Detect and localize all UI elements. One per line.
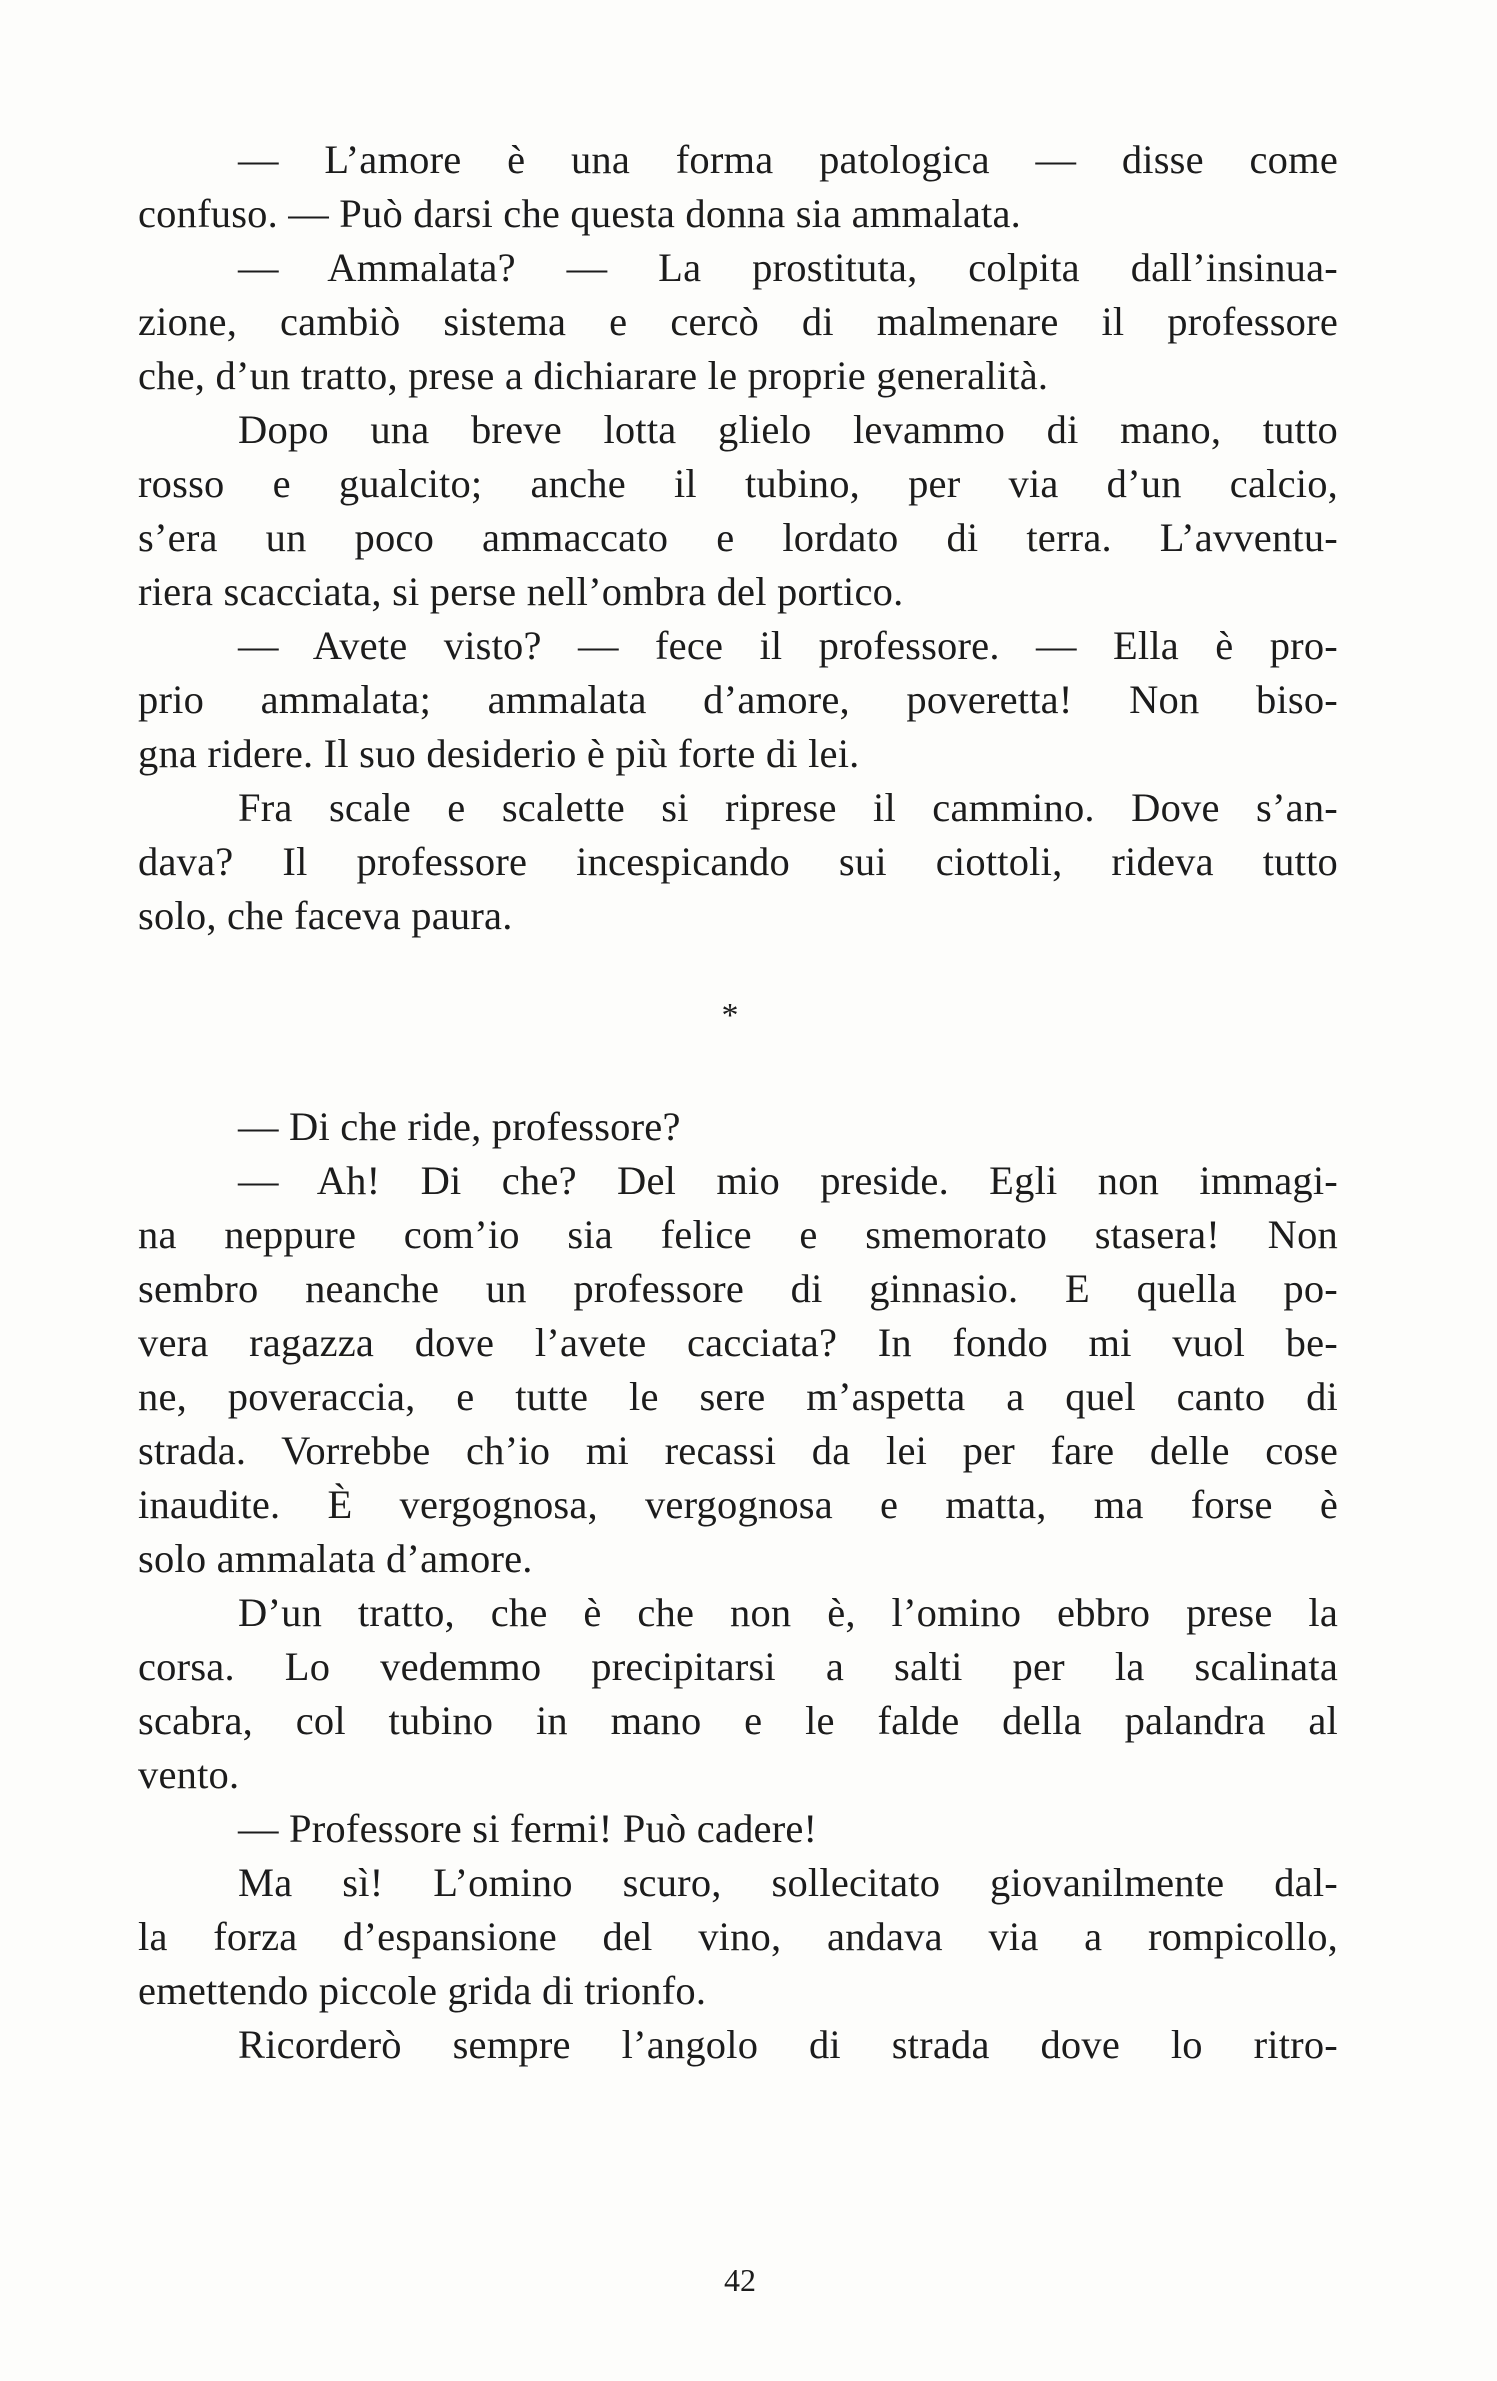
page-number: 42	[724, 2262, 756, 2298]
text-line: emettendo piccole grida di trionfo.	[138, 1968, 707, 2013]
paragraph	[138, 1100, 1338, 1154]
text-line: vera ragazza dove l’avete cacciata? In fondo mi vuol be-	[138, 1320, 1338, 1365]
text-line: zione, cambiò sistema e cercò di malmenare il professore	[138, 299, 1338, 344]
text-line: strada. Vorrebbe ch’io mi recassi da lei per fare delle cose	[138, 1428, 1338, 1473]
paragraph	[138, 403, 1338, 619]
text-line: Ricorderò sempre l’angolo di strada dove lo ritro-	[238, 2022, 1338, 2067]
text-line: Ma sì! L’omino scuro, sollecitato giovanilmente dal-	[238, 1860, 1338, 1905]
text-line: — Di che ride, professore?	[238, 1104, 681, 1149]
text-line: — Avete visto? — fece il professore. — Ella è pro-	[238, 623, 1338, 668]
text-line: confuso. — Può darsi che questa donna sia ammalata.	[138, 191, 1021, 236]
text-line: Dopo una breve lotta glielo levammo di mano, tutto	[238, 407, 1338, 452]
paragraph	[138, 1802, 1338, 1856]
paragraph	[138, 241, 1338, 403]
text-line: sembro neanche un professore di ginnasio. E quella po-	[138, 1266, 1338, 1311]
paragraph	[138, 781, 1338, 943]
paragraph	[138, 619, 1338, 781]
paragraph	[138, 1586, 1338, 1802]
text-line: gna ridere. Il suo desiderio è più forte di lei.	[138, 731, 860, 776]
text-block-top	[138, 133, 1338, 943]
text-line: la forza d’espansione del vino, andava via a rompicollo,	[138, 1914, 1338, 1959]
text-line: inaudite. È vergognosa, vergognosa e matta, ma forse è	[138, 1482, 1338, 1527]
text-line: scabra, col tubino in mano e le falde della palandra al	[138, 1698, 1338, 1743]
paragraph	[138, 2018, 1338, 2072]
text-block-bottom	[138, 1100, 1338, 2072]
text-line: — Professore si fermi! Può cadere!	[238, 1806, 818, 1851]
section-separator: *	[721, 997, 739, 1034]
text-line: Fra scale e scalette si riprese il cammino. Dove s’an-	[238, 785, 1338, 830]
text-line: solo, che faceva paura.	[138, 893, 513, 938]
text-line: corsa. Lo vedemmo precipitarsi a salti per la scalinata	[138, 1644, 1338, 1689]
text-line: — Ammalata? — La prostituta, colpita dall’insinua-	[238, 245, 1338, 290]
paragraph	[138, 1856, 1338, 2018]
text-line: prio ammalata; ammalata d’amore, poveretta! Non biso-	[138, 677, 1338, 722]
text-line: vento.	[138, 1752, 240, 1797]
text-line: solo ammalata d’amore.	[138, 1536, 533, 1581]
text-line: che, d’un tratto, prese a dichiarare le proprie generalità.	[138, 353, 1049, 398]
text-line: s’era un poco ammaccato e lordato di terra. L’avventu-	[138, 515, 1338, 560]
paragraph	[138, 133, 1338, 241]
text-line: riera scacciata, si perse nell’ombra del portico.	[138, 569, 904, 614]
text-line: dava? Il professore incespicando sui ciottoli, rideva tutto	[138, 839, 1338, 884]
text-line: rosso e gualcito; anche il tubino, per via d’un calcio,	[138, 461, 1338, 506]
paragraph	[138, 1154, 1338, 1586]
text-line: D’un tratto, che è che non è, l’omino ebbro prese la	[238, 1590, 1338, 1635]
text-line: — L’amore è una forma patologica — disse come	[238, 137, 1338, 182]
text-line: na neppure com’io sia felice e smemorato stasera! Non	[138, 1212, 1338, 1257]
text-line: — Ah! Di che? Del mio preside. Egli non immagi-	[238, 1158, 1338, 1203]
text-line: ne, poveraccia, e tutte le sere m’aspetta a quel canto di	[138, 1374, 1338, 1419]
